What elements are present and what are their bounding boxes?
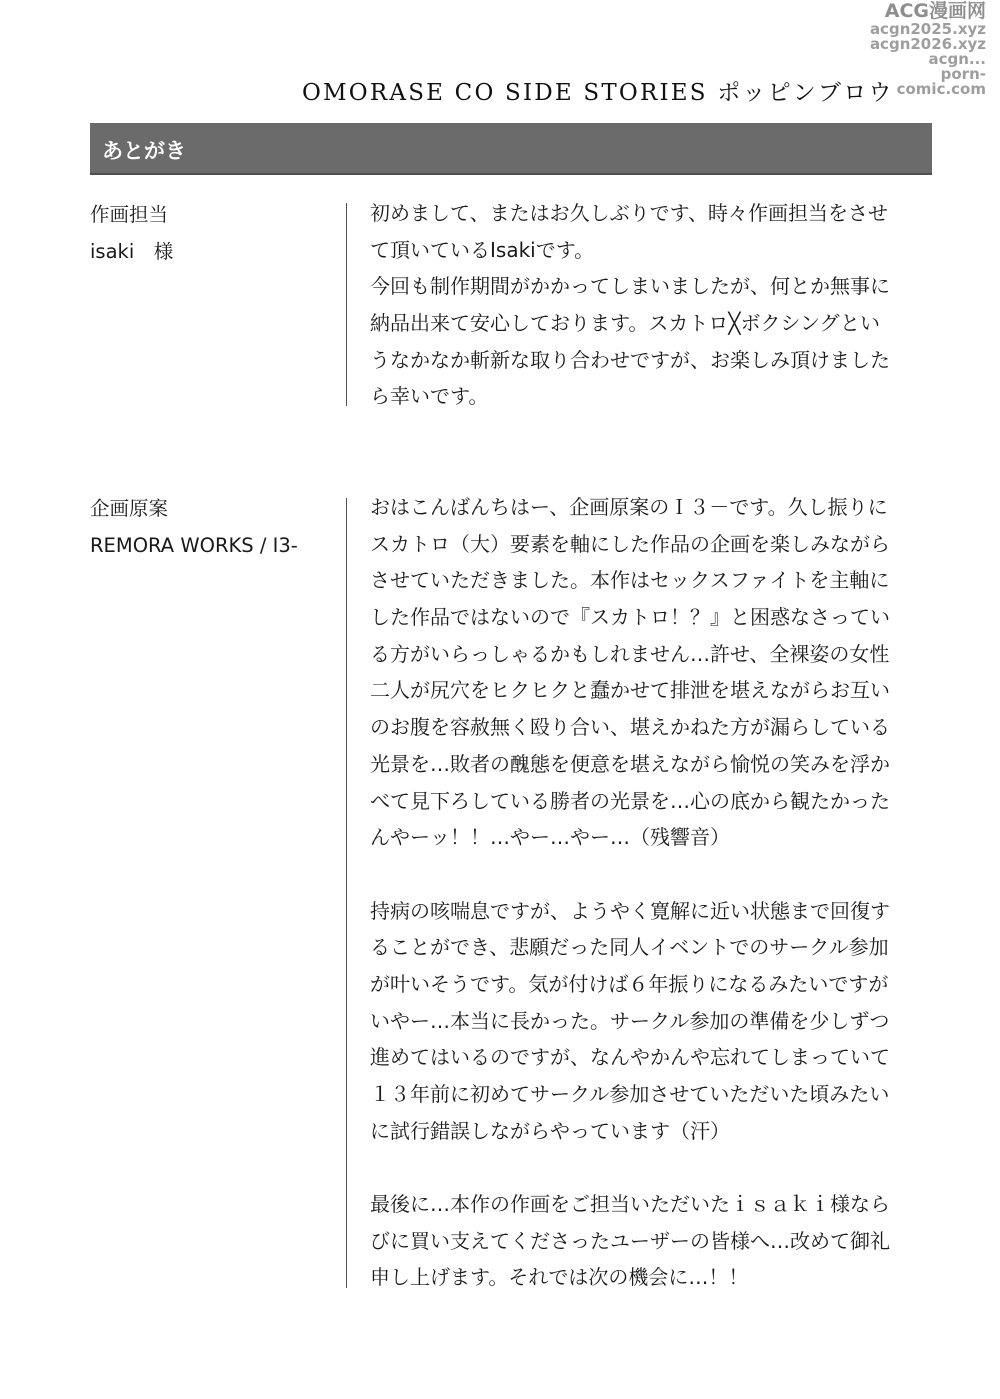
column-divider — [346, 498, 347, 1288]
credit-name: REMORA WORKS / I3- — [90, 534, 298, 557]
comment-line: 二人が尻穴をヒクヒクと蠢かせて排泄を堪えながらお互い — [370, 678, 890, 703]
artist-comment — [370, 195, 936, 415]
watermark-domain: acgn... — [928, 50, 986, 68]
comment-line: スカトロ（大）要素を軸にした作品の企画を楽しみながら — [370, 531, 890, 556]
comment-line: 初めまして、またはお久しぶりです、時々作画担当をさせ — [370, 201, 888, 225]
watermark-domain: porn-comic.com — [896, 65, 986, 98]
comment-line: 最後に…本作の作画をご担当いただいたｉｓａｋｉ様なら — [370, 1192, 890, 1217]
comment-line: いやー…本当に長かった。サークル参加の準備を少しずつ — [370, 1008, 890, 1033]
credit-role: 企画原案 — [90, 497, 169, 520]
comment-line: が叶いそうです。気が付けば６年振りになるみたいですが — [370, 971, 889, 996]
comment-line: る方がいらっしゃるかもしれません…許せ、全裸姿の女性 — [370, 641, 890, 666]
comment-line: ることができ、悲願だった同人イベントでのサークル参加 — [370, 935, 889, 960]
credit-artist — [90, 196, 173, 270]
comment-line: のお腹を容赦無く殴り合い、堪えかねた方が漏らしている — [370, 715, 890, 740]
comment-line: んやーッ！！…やー…やー…（残響音） — [370, 825, 730, 850]
comment-line: 持病の咳喘息ですが、ようやく寛解に近い状態まで回復す — [370, 898, 890, 923]
comment-line: に試行錯誤しながらやっています（汗） — [370, 1118, 730, 1143]
watermark-domain: acgn2026.xyz — [869, 35, 986, 53]
section-title: あとがき — [102, 139, 186, 163]
comment-line: 申し上げます。それでは次の機会に…！！ — [370, 1265, 749, 1290]
planner-comment — [370, 489, 936, 1296]
comment-line: 今回も制作期間がかかってしまいましたが、何とか無事に — [370, 274, 890, 299]
comment-line: おはこんばんちはー、企画原案のＩ３－です。久し振りに — [370, 495, 888, 519]
comment-line: て頂いているIsakiです。 — [370, 237, 595, 262]
page-header-title: OMORASE CO SIDE STORIES ポッピンブロウ — [302, 80, 894, 106]
watermark-site-name: ACG漫画网 — [884, 0, 986, 22]
comment-line: した作品ではないので『スカトロ！？』と困惑なさってい — [370, 605, 890, 630]
paragraph-gap — [370, 856, 936, 893]
comment-line: １３年前に初めてサークル参加させていただいた頃みたい — [370, 1082, 890, 1106]
column-divider — [346, 203, 347, 406]
comment-line: 納品出来て安心しております。スカトロ╳ボクシングとい — [370, 311, 880, 336]
watermark-domain: acgn2025.xyz — [869, 20, 986, 38]
comment-line: うなかなか斬新な取り合わせですが、お楽しみ頂けました — [370, 347, 890, 372]
credit-role: 作画担当 — [90, 203, 169, 226]
credit-name: isaki 様 — [90, 240, 174, 263]
comment-line: べて見下ろしている勝者の光景を…心の底から観たかった — [370, 788, 890, 813]
comment-line: 進めてはいるのですが、なんやかんや忘れてしまっていて — [370, 1045, 890, 1070]
section-header-bar — [90, 123, 932, 175]
comment-line: びに買い支えてくださったユーザーの皆様へ…改めて御礼 — [370, 1228, 890, 1253]
comment-line: させていただきました。本作はセックスファイトを主軸に — [370, 568, 890, 593]
credit-planner — [90, 490, 298, 564]
paragraph-gap — [370, 1149, 936, 1186]
comment-line: 光景を…敗者の醜態を便意を堪えながら愉悦の笑みを浮か — [370, 751, 890, 776]
comment-line: ら幸いです。 — [370, 384, 489, 409]
